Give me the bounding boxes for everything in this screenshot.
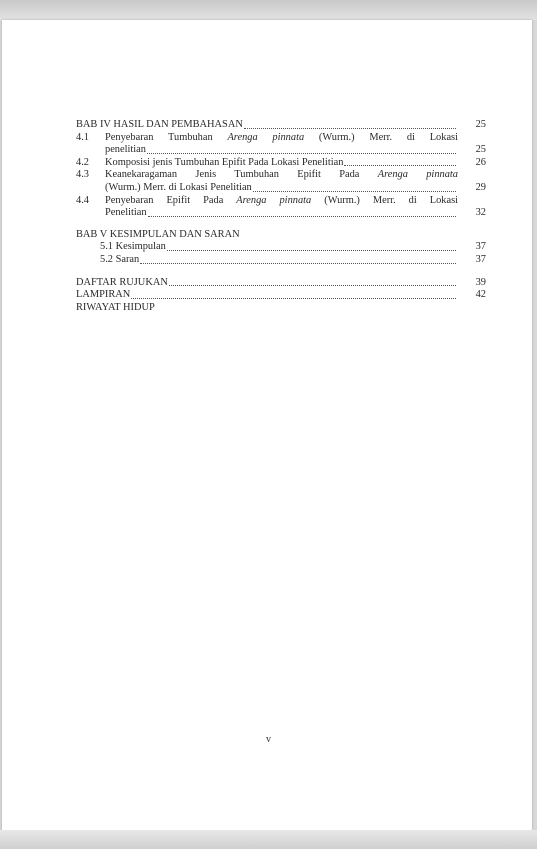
toc-page-number: 37 <box>475 241 486 253</box>
toc-entry-line-2: Penelitian <box>105 207 147 219</box>
scientific-name: Arenga pinnata <box>377 169 458 181</box>
dot-leader <box>244 127 456 129</box>
dot-leader <box>131 297 456 299</box>
toc-entry-4-4 <box>76 195 486 220</box>
dot-leader <box>253 190 456 192</box>
toc-entry-line-2: penelitian <box>105 144 146 156</box>
toc-entry-line-1: Penyebaran Tumbuhan Arenga pinnata (Wurm.) Merr. di Lokasi <box>105 131 458 143</box>
toc-entry-line-1: Penyebaran Epifit Pada Arenga pinnata (Wurm.) Merr. di Lokasi <box>105 194 458 206</box>
toc-entry-4-2 <box>76 157 486 170</box>
dot-leader <box>147 152 456 154</box>
toc-entry-line-2: (Wurm.) Merr. di Lokasi Penelitian <box>105 181 252 193</box>
toc-page-number: 29 <box>475 181 486 193</box>
toc-entry-riwayat-hidup <box>76 302 486 315</box>
toc-entry-label: 5.2 Saran <box>100 253 140 265</box>
toc-entry-lampiran <box>76 289 486 302</box>
toc-page-number: 25 <box>475 119 486 130</box>
page-number-footer: v <box>266 734 271 745</box>
toc-page-number: 42 <box>475 289 486 301</box>
toc-page-number: 32 <box>475 207 486 219</box>
toc-entry-bab-iv <box>76 119 486 132</box>
section-number: 4.3 <box>76 169 89 181</box>
toc-entry-daftar-rujukan <box>76 277 486 290</box>
scan-bottom-edge <box>0 830 537 849</box>
scan-top-edge <box>0 0 537 20</box>
toc-entry-label: BAB V KESIMPULAN DAN SARAN <box>76 228 240 240</box>
table-of-contents <box>76 119 486 314</box>
dot-leader <box>169 284 456 286</box>
dot-leader <box>148 215 456 217</box>
toc-entry-label: LAMPIRAN <box>76 289 131 301</box>
toc-entry-line-1: Keanekaragaman Jenis Tumbuhan Epifit Pada Arenga pinnata <box>105 169 458 181</box>
scientific-name: Arenga pinnata <box>236 194 312 206</box>
toc-entry-5-2 <box>76 254 486 267</box>
section-number: 4.1 <box>76 131 89 143</box>
section-number: 4.2 <box>76 156 89 168</box>
toc-page-number: 39 <box>475 276 486 288</box>
toc-entry-4-1 <box>76 132 486 157</box>
toc-entry-label: RIWAYAT HIDUP <box>76 301 155 313</box>
scientific-name: Arenga pinnata <box>227 131 305 143</box>
toc-entry-4-3 <box>76 169 486 194</box>
dot-leader <box>140 262 456 264</box>
toc-entry-label: BAB IV HASIL DAN PEMBAHASAN <box>76 119 243 130</box>
toc-page-number: 25 <box>475 144 486 156</box>
toc-entry-5-1 <box>76 241 486 254</box>
toc-entry-label: Komposisi jenis Tumbuhan Epifit Pada Lokasi Penelitian <box>105 156 344 168</box>
dot-leader <box>167 249 456 251</box>
toc-entry-bab-v <box>76 229 486 242</box>
dot-leader <box>344 164 456 166</box>
toc-page-number: 26 <box>475 156 486 168</box>
section-number: 4.4 <box>76 194 89 206</box>
toc-page-number: 37 <box>475 253 486 265</box>
toc-entry-label: DAFTAR RUJUKAN <box>76 276 168 288</box>
toc-entry-label: 5.1 Kesimpulan <box>100 241 166 253</box>
